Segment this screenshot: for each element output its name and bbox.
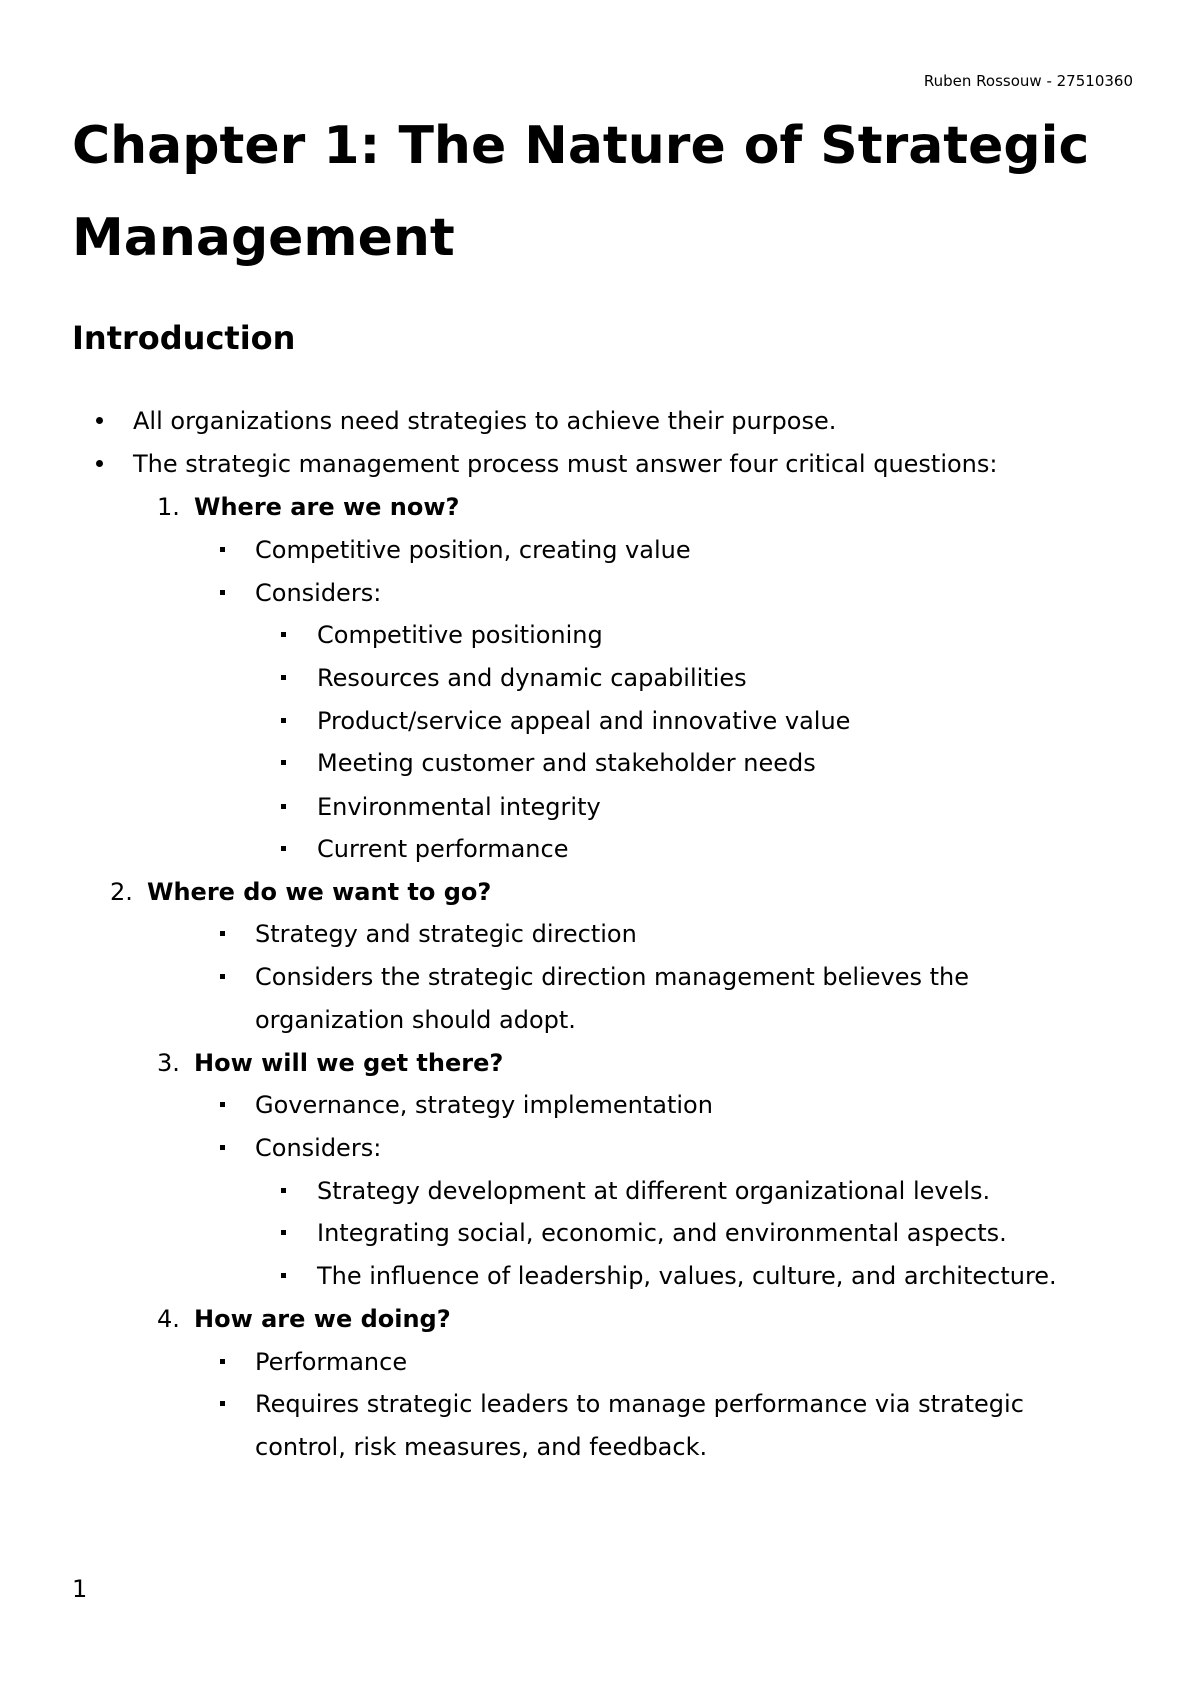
question-3-point-2: Considers: <box>255 1134 382 1162</box>
bullet-dot-icon <box>96 460 103 467</box>
square-bullet-icon <box>220 1145 225 1150</box>
square-bullet-icon <box>281 632 286 637</box>
page-header-author: Ruben Rossouw - 27510360 <box>923 72 1133 90</box>
question-1-point-2: Considers: <box>255 579 382 607</box>
question-3-subpoint-2: Integrating social, economic, and environmental aspects. <box>317 1219 1007 1247</box>
square-bullet-icon <box>281 1230 286 1235</box>
chapter-title: Chapter 1: The Nature of Strategic Management <box>72 116 1090 268</box>
question-1-subpoint-3: Product/service appeal and innovative value <box>317 707 851 735</box>
question-2-point-2: Considers the strategic direction management believes the <box>255 963 970 991</box>
question-3-point-1: Governance, strategy implementation <box>255 1091 713 1119</box>
list-number-2: 2. <box>110 878 133 906</box>
section-heading-introduction: Introduction <box>72 319 296 357</box>
question-2-point-1: Strategy and strategic direction <box>255 920 637 948</box>
square-bullet-icon <box>220 547 225 552</box>
square-bullet-icon <box>281 760 286 765</box>
square-bullet-icon <box>220 1102 225 1107</box>
square-bullet-icon <box>281 675 286 680</box>
question-4-heading: How are we doing? <box>194 1305 451 1333</box>
question-4-point-2: Requires strategic leaders to manage performance via strategic <box>255 1390 1024 1418</box>
question-1-heading: Where are we now? <box>194 493 460 521</box>
square-bullet-icon <box>281 1273 286 1278</box>
question-4-point-1: Performance <box>255 1348 408 1376</box>
square-bullet-icon <box>220 931 225 936</box>
square-bullet-icon <box>281 804 286 809</box>
list-number-4: 4. <box>157 1305 180 1333</box>
question-4-point-2-continued: control, risk measures, and feedback. <box>255 1433 708 1461</box>
square-bullet-icon <box>281 846 286 851</box>
question-3-subpoint-1: Strategy development at different organizational levels. <box>317 1177 991 1205</box>
square-bullet-icon <box>220 1401 225 1406</box>
question-1-subpoint-4: Meeting customer and stakeholder needs <box>317 749 816 777</box>
question-1-subpoint-6: Current performance <box>317 835 569 863</box>
page-number: 1 <box>72 1575 88 1603</box>
square-bullet-icon <box>220 1359 225 1364</box>
question-3-subpoint-3: The influence of leadership, values, culture, and architecture. <box>317 1262 1057 1290</box>
list-number-1: 1. <box>157 493 180 521</box>
question-1-subpoint-1: Competitive positioning <box>317 621 603 649</box>
bullet-dot-icon <box>96 417 103 424</box>
intro-bullet-1: All organizations need strategies to achieve their purpose. <box>133 407 837 435</box>
square-bullet-icon <box>281 1188 286 1193</box>
question-3-heading: How will we get there? <box>194 1049 504 1077</box>
square-bullet-icon <box>281 718 286 723</box>
question-1-subpoint-5: Environmental integrity <box>317 793 601 821</box>
square-bullet-icon <box>220 974 225 979</box>
intro-bullet-2: The strategic management process must answer four critical questions: <box>133 450 998 478</box>
question-2-point-2-continued: organization should adopt. <box>255 1006 576 1034</box>
question-1-subpoint-2: Resources and dynamic capabilities <box>317 664 747 692</box>
list-number-3: 3. <box>157 1049 180 1077</box>
square-bullet-icon <box>220 590 225 595</box>
question-1-point-1: Competitive position, creating value <box>255 536 691 564</box>
question-2-heading: Where do we want to go? <box>147 878 492 906</box>
